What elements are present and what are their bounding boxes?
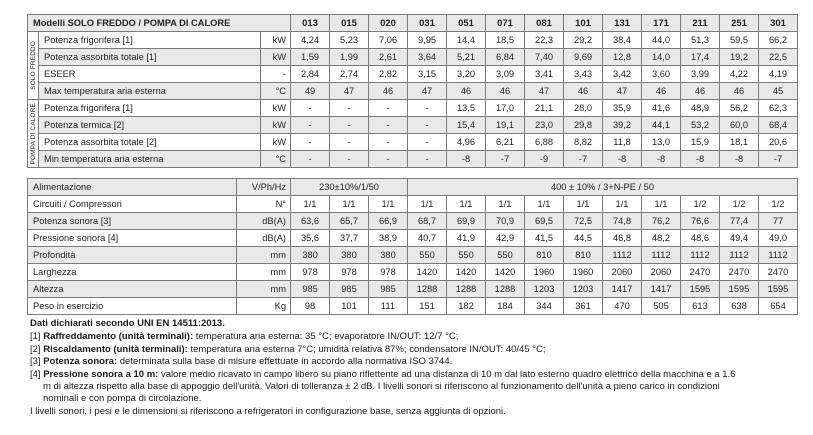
- row-unit: °C: [261, 151, 291, 168]
- table-cell: 70,9: [486, 213, 525, 230]
- table-cell: 4,22: [720, 66, 759, 83]
- table-cell: 62,3: [759, 100, 798, 117]
- table-cell: 151: [408, 298, 447, 315]
- table-cell: 380: [369, 247, 408, 264]
- table-cell: 1/1: [447, 196, 486, 213]
- table-cell: -: [330, 134, 369, 151]
- row-unit: Kg: [237, 298, 291, 315]
- table-cell: 3,41: [525, 66, 564, 83]
- note-4-text: valore medio ricavato in campo libero su piano riflettente ad una distanza di 10 m dal lato esterno quadro elettrico della macchina e a 1.6: [158, 368, 736, 380]
- table-cell: 2060: [603, 264, 642, 281]
- model-column-header: 301: [759, 15, 798, 32]
- row-label: ESEER: [39, 66, 261, 83]
- table-cell: 1/1: [525, 196, 564, 213]
- table-cell: 654: [759, 298, 798, 315]
- table-cell: 45: [759, 83, 798, 100]
- table-row: [28, 49, 798, 66]
- row-label: Potenza frigorifera [1]: [39, 32, 261, 49]
- note-1-title: Raffreddamento (unità terminali):: [43, 331, 194, 343]
- row-label: Circuiti / Compressori: [28, 196, 237, 213]
- model-column-header: 101: [564, 15, 603, 32]
- table-row: [28, 196, 798, 213]
- table-cell: 47: [525, 83, 564, 100]
- row-unit: kW: [261, 49, 291, 66]
- table-cell: 5,21: [447, 49, 486, 66]
- table-cell: 1203: [564, 281, 603, 298]
- table-cell: 42,9: [486, 230, 525, 247]
- row-unit: °C: [261, 83, 291, 100]
- table-cell: 44,5: [564, 230, 603, 247]
- table-cell: 38,4: [603, 32, 642, 49]
- table-cell: 15,4: [447, 117, 486, 134]
- row-unit: N°: [237, 196, 291, 213]
- table-cell: 98: [291, 298, 330, 315]
- power-supply-value: 400 ± 10% / 3+N-PE / 50: [408, 179, 798, 196]
- table-cell: 2470: [681, 264, 720, 281]
- note-3: [30, 356, 800, 368]
- table-cell: 1/1: [291, 196, 330, 213]
- row-label: Potenza assorbita totale [1]: [39, 49, 261, 66]
- table-cell: 361: [564, 298, 603, 315]
- table-cell: 9,95: [408, 32, 447, 49]
- table-cell: 550: [486, 247, 525, 264]
- row-unit: mm: [237, 281, 291, 298]
- table-cell: 22,3: [525, 32, 564, 49]
- table-cell: -: [291, 100, 330, 117]
- table-cell: 17,4: [681, 49, 720, 66]
- model-column-header: 171: [642, 15, 681, 32]
- table-cell: 44,1: [642, 117, 681, 134]
- row-label: Profondità: [28, 247, 237, 264]
- table-cell: -: [369, 100, 408, 117]
- table-cell: 978: [291, 264, 330, 281]
- row-unit: dB(A): [237, 230, 291, 247]
- table-cell: 18,1: [720, 134, 759, 151]
- table-cell: 46: [564, 83, 603, 100]
- model-column-header: 051: [447, 15, 486, 32]
- table-cell: 1420: [447, 264, 486, 281]
- table-cell: 1,59: [291, 49, 330, 66]
- table-cell: 69,9: [447, 213, 486, 230]
- table-cell: 46: [486, 83, 525, 100]
- table-cell: 77: [759, 213, 798, 230]
- table-cell: 37,7: [330, 230, 369, 247]
- table-cell: 4,96: [447, 134, 486, 151]
- table-cell: 46: [447, 83, 486, 100]
- table-cell: 47: [408, 83, 447, 100]
- table-cell: -8: [720, 151, 759, 168]
- row-label: Pressione sonora [4]: [28, 230, 237, 247]
- row-label: Potenza termica [2]: [39, 117, 261, 134]
- table-cell: 505: [642, 298, 681, 315]
- table-cell: 77,4: [720, 213, 759, 230]
- row-label: Altezza: [28, 281, 237, 298]
- table-cell: 39,2: [603, 117, 642, 134]
- table-cell: 1420: [486, 264, 525, 281]
- table-cell: 9,69: [564, 49, 603, 66]
- table-cell: 182: [447, 298, 486, 315]
- table-cell: 63,6: [291, 213, 330, 230]
- row-unit: kW: [261, 134, 291, 151]
- table-cell: 7,06: [369, 32, 408, 49]
- table-cell: 6,21: [486, 134, 525, 151]
- model-column-header: 251: [720, 15, 759, 32]
- table-cell: 978: [369, 264, 408, 281]
- note-1-text: temperatura aria esterna: 35 °C; evaporatore IN/OUT: 12/7 °C;: [193, 331, 459, 343]
- table-cell: 2060: [642, 264, 681, 281]
- note-4-title: Pressione sonora a 10 m:: [43, 368, 159, 380]
- table-cell: 29,2: [564, 32, 603, 49]
- table-cell: 20,6: [759, 134, 798, 151]
- table-cell: -: [330, 117, 369, 134]
- row-unit: dB(A): [237, 213, 291, 230]
- table-cell: 985: [369, 281, 408, 298]
- table-cell: 74,8: [603, 213, 642, 230]
- table-cell: 1112: [603, 247, 642, 264]
- table-cell: 18,5: [486, 32, 525, 49]
- table-cell: 5,23: [330, 32, 369, 49]
- table-row: [28, 151, 798, 168]
- table-cell: 11,8: [603, 134, 642, 151]
- table-cell: 1288: [447, 281, 486, 298]
- note-1: [30, 331, 800, 343]
- table-cell: 44,0: [642, 32, 681, 49]
- row-label: Potenza assorbita totale [2]: [39, 134, 261, 151]
- table-cell: 8,82: [564, 134, 603, 151]
- note-2-text: temperatura aria esterna 7°C; umidità relativa 87%; condensatore IN/OUT: 40/45 °C;: [187, 343, 546, 355]
- row-unit: V/Ph/Hz: [237, 179, 291, 196]
- table-cell: 68,7: [408, 213, 447, 230]
- table-cell: 48,2: [642, 230, 681, 247]
- table-cell: -8: [603, 151, 642, 168]
- table-cell: 47: [330, 83, 369, 100]
- note-4-number: [4]: [30, 368, 41, 380]
- table-cell: 46: [369, 83, 408, 100]
- table-cell: 380: [330, 247, 369, 264]
- table-cell: 3,64: [408, 49, 447, 66]
- table-cell: 48,9: [681, 100, 720, 117]
- model-column-header: 131: [603, 15, 642, 32]
- notes-section: [30, 318, 800, 418]
- table-cell: 35,9: [603, 100, 642, 117]
- table-cell: 1/1: [486, 196, 525, 213]
- row-unit: kW: [261, 100, 291, 117]
- group-label: POMPA DI CALORE: [29, 102, 37, 165]
- table-cell: 2,74: [330, 66, 369, 83]
- table-row: [28, 281, 798, 298]
- table-cell: 1/1: [369, 196, 408, 213]
- table-cell: -7: [564, 151, 603, 168]
- table-cell: -: [369, 134, 408, 151]
- table-cell: 53,2: [681, 117, 720, 134]
- table-cell: 111: [369, 298, 408, 315]
- table-cell: -: [330, 100, 369, 117]
- table-cell: 19,2: [720, 49, 759, 66]
- row-label: Larghezza: [28, 264, 237, 281]
- table-cell: 69,5: [525, 213, 564, 230]
- table-cell: 3,43: [564, 66, 603, 83]
- table-header-row: [28, 15, 798, 32]
- table-cell: 1/1: [603, 196, 642, 213]
- row-unit: mm: [237, 247, 291, 264]
- table-cell: 380: [291, 247, 330, 264]
- note-2-title: Riscaldamento (unità terminali):: [43, 343, 188, 355]
- table-cell: 1112: [681, 247, 720, 264]
- group-label: SOLO FREDDO: [29, 41, 37, 90]
- table-cell: 3,09: [486, 66, 525, 83]
- table-cell: 344: [525, 298, 564, 315]
- table-cell: 2470: [720, 264, 759, 281]
- table-cell: 38,9: [369, 230, 408, 247]
- model-column-header: 020: [369, 15, 408, 32]
- table-cell: 1/1: [330, 196, 369, 213]
- table-cell: 810: [564, 247, 603, 264]
- table-cell: 1420: [408, 264, 447, 281]
- table-cell: 35,6: [291, 230, 330, 247]
- table-cell: -: [291, 134, 330, 151]
- table-cell: -8: [681, 151, 720, 168]
- table-row: [28, 264, 798, 281]
- table-cell: -8: [447, 151, 486, 168]
- table-cell: 51,3: [681, 32, 720, 49]
- row-unit: kW: [261, 117, 291, 134]
- table-cell: 12,8: [603, 49, 642, 66]
- row-label: Alimentazione: [28, 179, 237, 196]
- models-header-label: Modelli SOLO FREDDO / POMPA DI CALORE: [28, 15, 291, 32]
- table-cell: 1112: [642, 247, 681, 264]
- table-cell: 1112: [759, 247, 798, 264]
- table-cell: 1595: [759, 281, 798, 298]
- table-cell: 49: [291, 83, 330, 100]
- table-cell: 1595: [720, 281, 759, 298]
- table-row: [28, 117, 798, 134]
- table-cell: -: [408, 151, 447, 168]
- table-row: [28, 100, 798, 117]
- table-cell: 1/2: [759, 196, 798, 213]
- note-2: [30, 344, 800, 356]
- table-row: [28, 230, 798, 247]
- table-cell: 3,60: [642, 66, 681, 83]
- table-cell: 76,6: [681, 213, 720, 230]
- model-column-header: 015: [330, 15, 369, 32]
- note-3-text: determinata sulla base di misure effettuate in accordo alla normativa ISO 3744.: [117, 356, 453, 368]
- table-cell: 48,6: [681, 230, 720, 247]
- table-cell: 1417: [603, 281, 642, 298]
- table-cell: 59,5: [720, 32, 759, 49]
- note-3-number: [3]: [30, 356, 41, 368]
- table-cell: 1203: [525, 281, 564, 298]
- table-cell: 72,5: [564, 213, 603, 230]
- table-cell: 28,0: [564, 100, 603, 117]
- table-cell: 1/1: [564, 196, 603, 213]
- table-row: [28, 298, 798, 315]
- table-cell: 2,61: [369, 49, 408, 66]
- table-cell: 41,9: [447, 230, 486, 247]
- table-cell: 46: [681, 83, 720, 100]
- table-cell: 1288: [408, 281, 447, 298]
- table-cell: 60,0: [720, 117, 759, 134]
- technical-data-table: [27, 178, 798, 315]
- note-4: [30, 369, 800, 381]
- table-cell: 41,5: [525, 230, 564, 247]
- table-row: [28, 32, 798, 49]
- table-cell: 4,19: [759, 66, 798, 83]
- table-cell: 2,82: [369, 66, 408, 83]
- row-label: Min temperatura aria esterna: [39, 151, 261, 168]
- table-cell: 76,2: [642, 213, 681, 230]
- table-row: [28, 66, 798, 83]
- table-cell: 3,15: [408, 66, 447, 83]
- table-cell: 65,7: [330, 213, 369, 230]
- row-unit: -: [261, 66, 291, 83]
- table-cell: 19,1: [486, 117, 525, 134]
- notes-heading: Dati dichiarati secondo UNI EN 14511:2013.: [30, 318, 225, 329]
- note-4-line-2: m di altezza rispetto alla base di appoggio dell'unità. Valori di tolleranza ± 2 dB. I livelli sonori si riferiscono al funzionamento dell'unità a pieno carico in condizioni: [43, 381, 720, 393]
- table-cell: 3,20: [447, 66, 486, 83]
- table-cell: 14,0: [642, 49, 681, 66]
- table-cell: 1960: [525, 264, 564, 281]
- table-cell: -7: [759, 151, 798, 168]
- model-column-header: 081: [525, 15, 564, 32]
- row-unit: mm: [237, 264, 291, 281]
- table-cell: 7,40: [525, 49, 564, 66]
- power-supply-row: [28, 179, 798, 196]
- power-supply-value: 230±10%/1/50: [291, 179, 408, 196]
- table-cell: 1112: [720, 247, 759, 264]
- table-cell: 1/1: [408, 196, 447, 213]
- table-cell: 4,24: [291, 32, 330, 49]
- table-row: [28, 83, 798, 100]
- model-column-header: 013: [291, 15, 330, 32]
- table-cell: 3,42: [603, 66, 642, 83]
- table-cell: 1/2: [681, 196, 720, 213]
- table-cell: 1288: [486, 281, 525, 298]
- table-cell: -: [291, 151, 330, 168]
- table-cell: 978: [330, 264, 369, 281]
- notes-footer: I livelli sonori, i pesi e le dimensioni si riferiscono a refrigeratori in configurazione base, senza aggiunta di opzioni.: [30, 405, 506, 417]
- table-cell: -7: [486, 151, 525, 168]
- table-cell: 101: [330, 298, 369, 315]
- performance-table: [27, 14, 798, 168]
- table-row: [28, 213, 798, 230]
- table-cell: 15,9: [681, 134, 720, 151]
- table-cell: -: [291, 117, 330, 134]
- table-cell: 29,8: [564, 117, 603, 134]
- model-column-header: 071: [486, 15, 525, 32]
- table-cell: 14,4: [447, 32, 486, 49]
- table-cell: -: [408, 134, 447, 151]
- table-cell: -: [408, 100, 447, 117]
- table-cell: 3,99: [681, 66, 720, 83]
- row-unit: kW: [261, 32, 291, 49]
- table-cell: 46: [720, 83, 759, 100]
- table-cell: 56,2: [720, 100, 759, 117]
- note-2-number: [2]: [30, 343, 41, 355]
- row-label: Peso in esercizio: [28, 298, 237, 315]
- table-cell: 1,99: [330, 49, 369, 66]
- table-cell: 47: [603, 83, 642, 100]
- model-column-header: 031: [408, 15, 447, 32]
- table-cell: 550: [447, 247, 486, 264]
- table-cell: 985: [330, 281, 369, 298]
- table-cell: 41,6: [642, 100, 681, 117]
- row-label: Potenza sonora [3]: [28, 213, 237, 230]
- group-label-cell: [28, 100, 39, 168]
- table-cell: 49,0: [759, 230, 798, 247]
- table-cell: 550: [408, 247, 447, 264]
- table-cell: 22,5: [759, 49, 798, 66]
- table-cell: 66,2: [759, 32, 798, 49]
- row-label: Max temperatura aria esterna: [39, 83, 261, 100]
- table-cell: 13,0: [642, 134, 681, 151]
- table-cell: 17,0: [486, 100, 525, 117]
- table-cell: 6,84: [486, 49, 525, 66]
- row-label: Potenza frigorifera [1]: [39, 100, 261, 117]
- table-cell: 66,9: [369, 213, 408, 230]
- table-cell: 6,88: [525, 134, 564, 151]
- table-cell: 1/2: [720, 196, 759, 213]
- table-cell: 1595: [681, 281, 720, 298]
- group-label-cell: [28, 32, 39, 100]
- table-cell: -: [369, 151, 408, 168]
- table-cell: 470: [603, 298, 642, 315]
- table-cell: 638: [720, 298, 759, 315]
- note-1-number: [1]: [30, 331, 41, 343]
- table-cell: -9: [525, 151, 564, 168]
- table-cell: 40,7: [408, 230, 447, 247]
- table-cell: 1417: [642, 281, 681, 298]
- table-cell: -8: [642, 151, 681, 168]
- table-cell: 2470: [759, 264, 798, 281]
- table-cell: 1/1: [642, 196, 681, 213]
- table-cell: 68,4: [759, 117, 798, 134]
- table-cell: -: [330, 151, 369, 168]
- table-cell: -: [408, 117, 447, 134]
- table-cell: 13,5: [447, 100, 486, 117]
- table-cell: 23,0: [525, 117, 564, 134]
- table-cell: -: [369, 117, 408, 134]
- table-cell: 985: [291, 281, 330, 298]
- table-cell: 46: [642, 83, 681, 100]
- note-3-title: Potenza sonora:: [43, 356, 118, 368]
- model-column-header: 211: [681, 15, 720, 32]
- table-cell: 49,4: [720, 230, 759, 247]
- table-cell: 613: [681, 298, 720, 315]
- table-cell: 2,84: [291, 66, 330, 83]
- table-cell: 810: [525, 247, 564, 264]
- table-cell: 1960: [564, 264, 603, 281]
- table-cell: 46,8: [603, 230, 642, 247]
- table-row: [28, 134, 798, 151]
- table-cell: 184: [486, 298, 525, 315]
- table-cell: 21,1: [525, 100, 564, 117]
- note-4-line-3: nominali e con pompa di circolazione.: [43, 393, 202, 405]
- table-row: [28, 247, 798, 264]
